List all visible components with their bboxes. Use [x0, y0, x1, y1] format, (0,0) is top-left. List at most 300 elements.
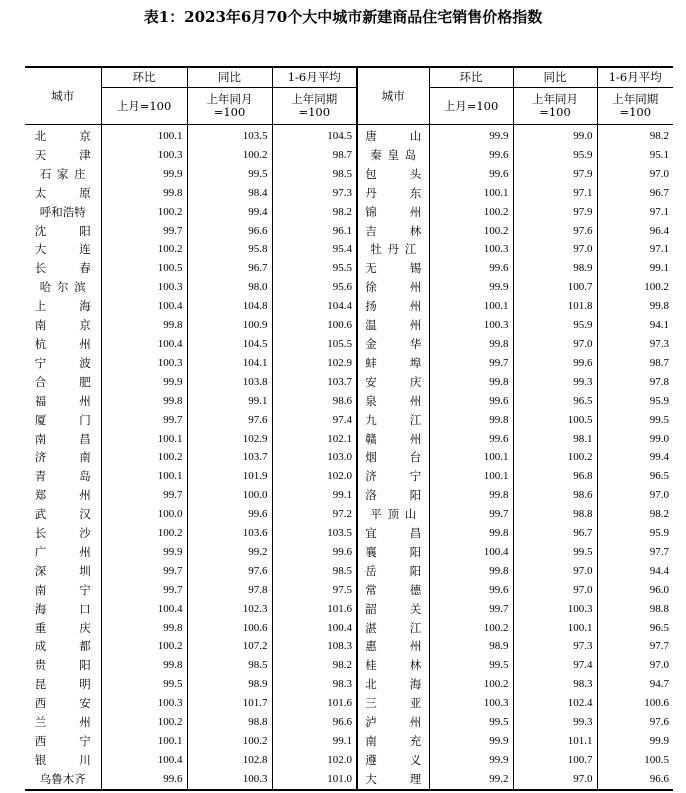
ytd-value-right: 99.8 [649, 300, 669, 313]
table-row [25, 486, 673, 505]
city-name-right [357, 184, 429, 203]
yoy-value-left: 98.4 [187, 184, 272, 203]
city-label: 安 庆 [365, 374, 422, 389]
city-label: 岳 阳 [365, 563, 422, 578]
ytd-value-left: 104.5 [272, 125, 357, 146]
mom-value-right: 100.1 [429, 467, 513, 486]
ytd-value-right: 99.4 [649, 451, 669, 464]
yoy-value-left: 104.1 [187, 354, 272, 373]
yoy-value-right: 99.5 [513, 543, 597, 562]
ytd-value-right: 100.2 [644, 281, 669, 294]
city-name-left [25, 467, 101, 486]
yoy-value-right: 98.8 [513, 505, 597, 524]
city-label: 兰 州 [34, 715, 91, 730]
city-label: 昆 明 [34, 677, 91, 692]
mom-base-right: 上月=100 [429, 88, 513, 125]
yoy-value-right: 100.3 [513, 600, 597, 619]
yoy-value-right: 96.5 [513, 392, 597, 411]
city-name-right [357, 222, 429, 241]
ytd-value-left: 97.4 [272, 411, 357, 430]
table-row [25, 297, 673, 316]
yoy-value-left: 100.9 [187, 316, 272, 335]
ytd-value-left: 98.7 [272, 146, 357, 165]
city-label: 吉 林 [365, 223, 422, 238]
ytd-value-right: 96.6 [597, 770, 673, 790]
city-label: 南 京 [34, 318, 91, 333]
yoy-value-right: 98.3 [513, 675, 597, 694]
city-name-right [357, 713, 429, 732]
city-name-right [357, 448, 429, 467]
mom-value-right: 99.6 [429, 165, 513, 184]
mom-value-left: 100.4 [101, 751, 187, 770]
mom-value-right: 100.1 [429, 448, 513, 467]
city-label: 扬 州 [365, 299, 422, 314]
yoy-value-right: 97.0 [513, 562, 597, 581]
ytd-base-right: 上年同期 =100 [597, 88, 673, 125]
city-label: 大 理 [365, 771, 422, 786]
ytd-value-right: 96.5 [649, 470, 669, 483]
mom-value-right: 99.8 [429, 562, 513, 581]
city-label: 杭 州 [34, 336, 91, 351]
ytd-value-right: 94.4 [649, 564, 669, 577]
city-label: 西 安 [34, 696, 91, 711]
city-name-right [357, 373, 429, 392]
mom-value-right: 100.1 [429, 184, 513, 203]
ytd-value-right: 100.6 [644, 697, 669, 710]
yoy-value-right: 97.9 [513, 165, 597, 184]
mom-value-left: 100.3 [101, 278, 187, 297]
header-row-1 [25, 67, 673, 88]
mom-value-left: 99.7 [101, 486, 187, 505]
city-label: 三 亚 [365, 696, 422, 711]
city-header-left: 城市 [25, 67, 101, 125]
mom-value-left: 99.7 [101, 222, 187, 241]
yoy-value-left: 103.8 [187, 373, 272, 392]
yoy-value-left: 95.8 [187, 240, 272, 259]
table-row [25, 637, 673, 656]
city-name-left [25, 125, 101, 146]
city-label: 厦 门 [34, 412, 91, 427]
city-label: 宜 昌 [365, 526, 422, 541]
mom-value-left: 100.3 [101, 354, 187, 373]
city-label: 合 肥 [34, 374, 91, 389]
yoy-value-right: 101.1 [513, 732, 597, 751]
city-name-right [357, 581, 429, 600]
table-row [25, 619, 673, 638]
city-name-left [25, 240, 101, 259]
city-label: 洛 阳 [365, 488, 422, 503]
yoy-value-left: 98.0 [187, 278, 272, 297]
ytd-value-left: 105.5 [272, 335, 357, 354]
city-name-right [357, 240, 429, 259]
mom-header-right: 环比 [429, 67, 513, 88]
header-row-2 [25, 88, 673, 125]
yoy-base-right: 上年同月 =100 [513, 88, 597, 125]
city-name-left [25, 600, 101, 619]
yoy-value-left: 103.7 [187, 448, 272, 467]
table-row [25, 354, 673, 373]
mom-value-left: 99.8 [101, 184, 187, 203]
city-name-left [25, 259, 101, 278]
ytd-value-right: 99.5 [649, 413, 669, 426]
table-row [25, 524, 673, 543]
ytd-value-left: 99.1 [272, 486, 357, 505]
city-label: 长 沙 [34, 526, 91, 541]
mom-value-right: 99.9 [429, 125, 513, 146]
ytd-value-left: 102.0 [272, 467, 357, 486]
city-label: 南 昌 [34, 431, 91, 446]
city-label: 赣 州 [365, 431, 422, 446]
ytd-value-right: 97.0 [649, 489, 669, 502]
ytd-header-right: 1-6月平均 [597, 67, 673, 88]
city-name-left [25, 637, 101, 656]
city-name-left [25, 770, 101, 790]
mom-value-right: 99.8 [429, 373, 513, 392]
mom-value-right: 99.8 [429, 411, 513, 430]
city-label: 牡 丹 江 [370, 242, 417, 257]
city-label: 重 庆 [34, 620, 91, 635]
yoy-value-left: 99.4 [187, 203, 272, 222]
mom-value-right: 99.5 [429, 713, 513, 732]
mom-value-right: 99.7 [429, 600, 513, 619]
city-name-left [25, 448, 101, 467]
ytd-value-right: 97.0 [649, 167, 669, 180]
table-row [25, 411, 673, 430]
city-name-left [25, 656, 101, 675]
city-name-left [25, 751, 101, 770]
ytd-value-left: 100.4 [272, 619, 357, 638]
ytd-value-left: 102.1 [272, 430, 357, 449]
mom-value-left: 99.9 [101, 373, 187, 392]
city-label: 沈 阳 [34, 223, 91, 238]
yoy-value-left: 100.2 [187, 732, 272, 751]
mom-value-left: 99.8 [101, 619, 187, 638]
table-row [25, 448, 673, 467]
mom-value-left: 99.8 [101, 656, 187, 675]
city-label: 南 宁 [34, 582, 91, 597]
ytd-value-left: 101.6 [272, 694, 357, 713]
city-label: 湛 江 [365, 620, 422, 635]
city-name-right [357, 278, 429, 297]
city-label: 乌鲁木齐 [39, 771, 86, 786]
city-name-left [25, 713, 101, 732]
city-name-right [357, 751, 429, 770]
mom-value-right: 100.3 [429, 694, 513, 713]
yoy-value-right: 98.9 [513, 259, 597, 278]
city-name-left [25, 732, 101, 751]
city-label: 泸 州 [365, 715, 422, 730]
yoy-value-left: 98.8 [187, 713, 272, 732]
yoy-value-left: 101.9 [187, 467, 272, 486]
city-name-left [25, 543, 101, 562]
ytd-value-left: 103.0 [272, 448, 357, 467]
city-label: 上 海 [34, 299, 91, 314]
city-name-left [25, 430, 101, 449]
city-name-right [357, 125, 429, 146]
yoy-value-right: 99.0 [513, 125, 597, 146]
city-name-right [357, 619, 429, 638]
city-name-right [357, 694, 429, 713]
mom-value-left: 100.2 [101, 448, 187, 467]
table-row [25, 222, 673, 241]
ytd-value-left: 96.6 [272, 713, 357, 732]
ytd-value-left: 103.7 [272, 373, 357, 392]
city-label: 太 原 [34, 185, 91, 200]
ytd-value-right: 95.9 [649, 394, 669, 407]
ytd-value-right: 95.1 [649, 148, 669, 161]
city-name-left [25, 184, 101, 203]
mom-value-left: 100.2 [101, 524, 187, 543]
ytd-value-right: 96.5 [649, 621, 669, 634]
city-label: 青 岛 [34, 469, 91, 484]
city-name-left [25, 222, 101, 241]
mom-value-right: 100.4 [429, 543, 513, 562]
city-name-left [25, 694, 101, 713]
yoy-value-left: 107.2 [187, 637, 272, 656]
city-name-right [357, 259, 429, 278]
city-name-right [357, 146, 429, 165]
city-label: 秦 皇 岛 [370, 147, 417, 162]
mom-value-right: 99.5 [429, 656, 513, 675]
yoy-value-left: 100.6 [187, 619, 272, 638]
city-name-left [25, 411, 101, 430]
table-row [25, 259, 673, 278]
yoy-value-right: 101.8 [513, 297, 597, 316]
city-label: 韶 关 [365, 601, 422, 616]
mom-value-right: 99.6 [429, 392, 513, 411]
ytd-value-left: 102.0 [272, 751, 357, 770]
city-label: 呼和浩特 [39, 204, 86, 219]
city-name-left [25, 619, 101, 638]
ytd-value-left: 103.5 [272, 524, 357, 543]
yoy-value-right: 99.3 [513, 713, 597, 732]
ytd-value-left: 97.5 [272, 581, 357, 600]
ytd-value-left: 97.2 [272, 505, 357, 524]
mom-header-left: 环比 [101, 67, 187, 88]
mom-value-left: 99.8 [101, 392, 187, 411]
city-header-right: 城市 [357, 67, 429, 125]
yoy-value-right: 97.0 [513, 335, 597, 354]
table-row [25, 146, 673, 165]
ytd-value-right: 97.1 [649, 205, 669, 218]
ytd-value-right: 97.7 [649, 545, 669, 558]
city-label: 银 川 [34, 752, 91, 767]
table-row [25, 392, 673, 411]
city-name-right [357, 165, 429, 184]
city-name-right [357, 203, 429, 222]
mom-value-left: 100.4 [101, 600, 187, 619]
ytd-value-left: 99.1 [272, 732, 357, 751]
city-name-left [25, 354, 101, 373]
city-name-right [357, 467, 429, 486]
table-row [25, 656, 673, 675]
ytd-value-right: 96.7 [649, 186, 669, 199]
city-name-left [25, 146, 101, 165]
yoy-value-left: 97.8 [187, 581, 272, 600]
table-row [25, 581, 673, 600]
table-row [25, 240, 673, 259]
yoy-value-right: 97.0 [513, 770, 597, 790]
city-name-right [357, 486, 429, 505]
mom-value-left: 99.7 [101, 581, 187, 600]
ytd-value-right: 99.1 [649, 262, 669, 275]
yoy-value-right: 99.6 [513, 354, 597, 373]
mom-value-left: 100.4 [101, 335, 187, 354]
ytd-value-right: 97.7 [649, 640, 669, 653]
mom-value-left: 100.3 [101, 146, 187, 165]
yoy-value-left: 99.5 [187, 165, 272, 184]
mom-value-right: 99.8 [429, 335, 513, 354]
city-name-left [25, 335, 101, 354]
mom-value-left: 100.2 [101, 713, 187, 732]
city-name-left [25, 278, 101, 297]
ytd-value-left: 95.5 [272, 259, 357, 278]
city-name-left [25, 316, 101, 335]
mom-value-left: 100.1 [101, 125, 187, 146]
yoy-value-right: 102.4 [513, 694, 597, 713]
table-row [25, 732, 673, 751]
city-label: 金 华 [365, 336, 422, 351]
city-name-left [25, 581, 101, 600]
city-label: 广 州 [34, 544, 91, 559]
mom-value-right: 99.2 [429, 770, 513, 790]
table-row [25, 713, 673, 732]
mom-value-left: 100.2 [101, 203, 187, 222]
mom-value-right: 98.9 [429, 637, 513, 656]
city-name-right [357, 732, 429, 751]
mom-value-left: 100.4 [101, 297, 187, 316]
table-row [25, 184, 673, 203]
city-label: 蚌 埠 [365, 355, 422, 370]
mom-value-right: 99.9 [429, 732, 513, 751]
yoy-value-right: 97.4 [513, 656, 597, 675]
mom-value-left: 100.1 [101, 732, 187, 751]
city-label: 哈 尔 滨 [39, 280, 86, 295]
mom-value-right: 99.8 [429, 486, 513, 505]
table-row [25, 562, 673, 581]
mom-value-right: 99.7 [429, 354, 513, 373]
city-label: 烟 台 [365, 450, 422, 465]
mom-value-left: 100.0 [101, 505, 187, 524]
city-label: 唐 山 [365, 129, 422, 143]
city-name-right [357, 543, 429, 562]
ytd-value-right: 98.8 [649, 602, 669, 615]
city-label: 成 都 [34, 639, 91, 654]
yoy-base-left: 上年同月 =100 [187, 88, 272, 125]
city-name-right [357, 430, 429, 449]
city-label: 宁 波 [34, 355, 91, 370]
city-label: 天 津 [34, 147, 91, 162]
city-label: 福 州 [34, 393, 91, 408]
ytd-value-right: 95.9 [649, 527, 669, 540]
city-name-left [25, 392, 101, 411]
ytd-value-left: 98.5 [272, 562, 357, 581]
mom-value-left: 99.8 [101, 316, 187, 335]
yoy-value-right: 97.0 [513, 240, 597, 259]
city-label: 丹 东 [365, 185, 422, 200]
city-label: 九 江 [365, 412, 422, 427]
table-row [25, 335, 673, 354]
city-label: 郑 州 [34, 488, 91, 503]
yoy-value-left: 97.6 [187, 562, 272, 581]
city-name-right [357, 656, 429, 675]
table-row [25, 770, 673, 790]
ytd-value-left: 97.3 [272, 184, 357, 203]
mom-value-left: 100.5 [101, 259, 187, 278]
yoy-value-right: 99.3 [513, 373, 597, 392]
city-label: 北 海 [365, 677, 422, 692]
city-name-right [357, 316, 429, 335]
yoy-value-right: 95.9 [513, 146, 597, 165]
mom-value-right: 100.2 [429, 203, 513, 222]
yoy-value-right: 97.1 [513, 184, 597, 203]
ytd-value-right: 99.9 [649, 735, 669, 747]
ytd-value-left: 101.0 [272, 770, 357, 790]
yoy-value-left: 103.5 [187, 125, 272, 146]
mom-value-right: 99.6 [429, 259, 513, 278]
yoy-value-right: 97.6 [513, 222, 597, 241]
city-name-right [357, 562, 429, 581]
table-row [25, 543, 673, 562]
mom-value-left: 99.5 [101, 675, 187, 694]
mom-value-left: 99.7 [101, 562, 187, 581]
yoy-value-left: 96.7 [187, 259, 272, 278]
mom-base-left: 上月=100 [101, 88, 187, 125]
yoy-value-left: 102.3 [187, 600, 272, 619]
table-body [25, 125, 673, 790]
yoy-value-right: 95.9 [513, 316, 597, 335]
mom-value-left: 100.1 [101, 430, 187, 449]
ytd-value-right: 96.0 [649, 583, 669, 596]
city-label: 温 州 [365, 318, 422, 333]
city-name-right [357, 600, 429, 619]
ytd-value-right: 96.4 [649, 224, 669, 237]
ytd-value-left: 102.9 [272, 354, 357, 373]
city-label: 常 德 [365, 582, 422, 597]
mom-value-left: 99.7 [101, 411, 187, 430]
yoy-value-left: 98.9 [187, 675, 272, 694]
city-label: 西 宁 [34, 734, 91, 748]
table-row [25, 316, 673, 335]
city-name-right [357, 637, 429, 656]
yoy-value-left: 99.1 [187, 392, 272, 411]
mom-value-left: 100.2 [101, 637, 187, 656]
mom-value-left: 100.2 [101, 240, 187, 259]
city-label: 襄 阳 [365, 544, 422, 559]
city-name-left [25, 524, 101, 543]
table-row [25, 600, 673, 619]
table-row [25, 430, 673, 449]
city-label: 武 汉 [34, 507, 91, 522]
city-name-left [25, 373, 101, 392]
ytd-value-left: 98.2 [272, 203, 357, 222]
ytd-value-right: 98.2 [649, 508, 669, 521]
ytd-value-right: 99.0 [649, 432, 669, 445]
ytd-value-left: 108.3 [272, 637, 357, 656]
city-name-left [25, 203, 101, 222]
yoy-value-right: 98.1 [513, 430, 597, 449]
ytd-value-left: 96.1 [272, 222, 357, 241]
city-name-right [357, 675, 429, 694]
yoy-value-left: 104.8 [187, 297, 272, 316]
mom-value-right: 99.6 [429, 581, 513, 600]
yoy-value-left: 98.5 [187, 656, 272, 675]
ytd-value-left: 98.2 [272, 656, 357, 675]
ytd-value-right: 97.1 [649, 243, 669, 256]
yoy-value-left: 96.6 [187, 222, 272, 241]
city-label: 平 顶 山 [370, 507, 417, 522]
city-label: 泉 州 [365, 393, 422, 408]
